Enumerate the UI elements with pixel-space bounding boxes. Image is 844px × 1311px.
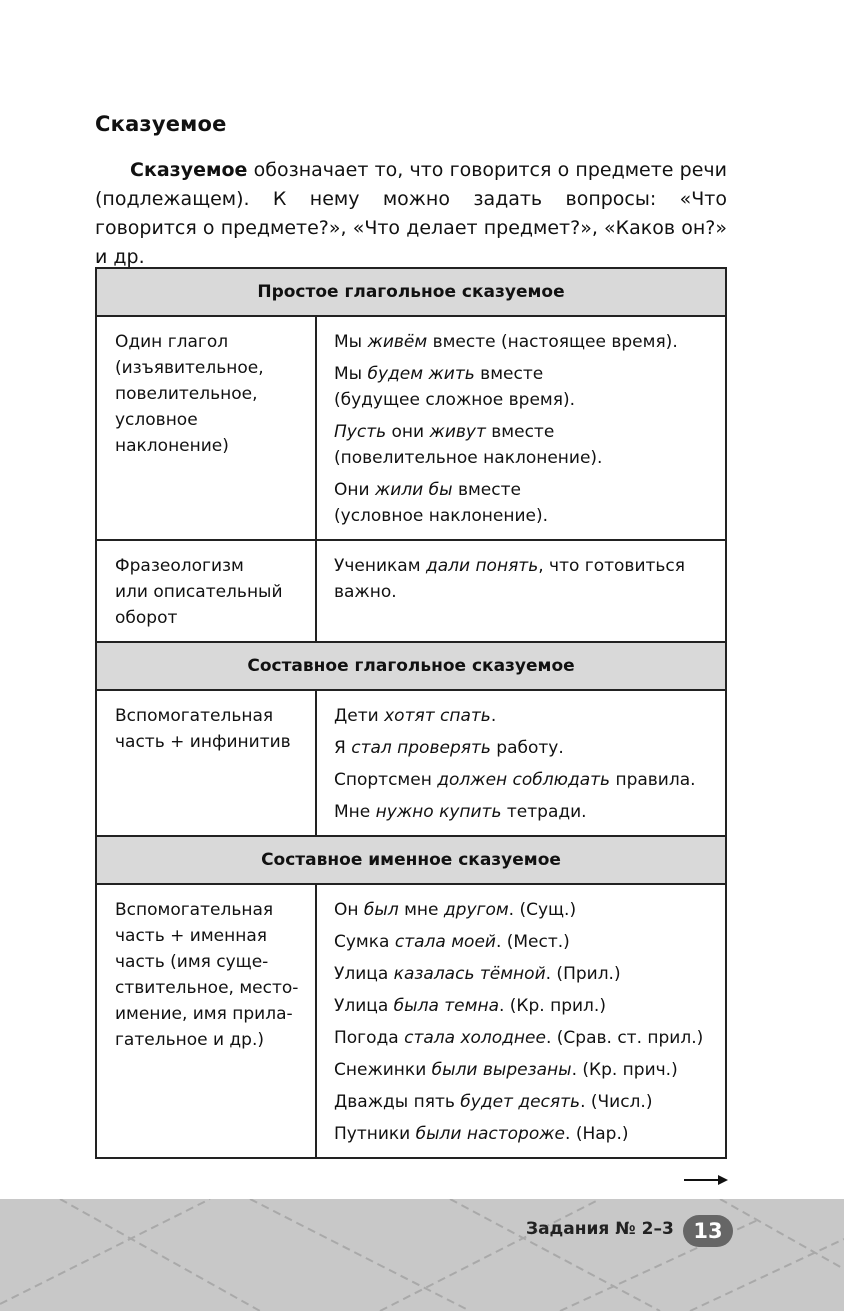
- example-text: Он: [334, 900, 364, 920]
- example-text: Снежинки: [334, 1060, 432, 1080]
- predicate-highlight: была темна: [393, 996, 499, 1016]
- example-sentence: [334, 703, 717, 729]
- predicate-highlight: был: [363, 900, 399, 920]
- predicate-highlight: стала моей: [394, 932, 496, 952]
- example-text: вместе (будущее сложное время).: [334, 364, 575, 410]
- example-text: . (Мест.): [495, 932, 570, 952]
- example-text: вместе (настоящее время).: [427, 332, 678, 352]
- example-sentence: [334, 897, 717, 923]
- example-text: Дважды пять: [334, 1092, 461, 1112]
- example-text: мне: [398, 900, 444, 920]
- example-text: Мы: [334, 364, 368, 384]
- example-text: Погода: [334, 1028, 405, 1048]
- intro-paragraph: [95, 156, 727, 272]
- type-description: Вспомогательная часть + именная часть (имя суще- ствительное, место- имение, имя прила- гательное и др.): [96, 884, 316, 1158]
- example-sentence: [334, 1057, 717, 1083]
- predicate-highlight: были настороже: [415, 1124, 566, 1144]
- example-sentence: [334, 1089, 717, 1115]
- example-sentence: [334, 329, 717, 355]
- example-text: .: [490, 706, 497, 726]
- predicate-highlight: будем жить: [367, 364, 475, 384]
- example-text: Спортсмен: [334, 770, 438, 790]
- example-sentence: [334, 929, 717, 955]
- example-sentence: [334, 799, 717, 825]
- example-text: Я: [334, 738, 352, 758]
- example-text: . (Кр. прил.): [498, 996, 606, 1016]
- predicate-types-table: [95, 267, 727, 1159]
- example-sentence: [334, 767, 717, 793]
- predicate-highlight: живут: [429, 422, 486, 442]
- example-sentence: [334, 477, 717, 529]
- predicate-highlight: жили бы: [374, 480, 453, 500]
- example-sentence: [334, 553, 717, 605]
- example-text: вместе (условное наклонение).: [334, 480, 549, 526]
- predicate-highlight: были вырезаны: [431, 1060, 572, 1080]
- example-text: Улица: [334, 996, 394, 1016]
- example-text: Ученикам: [334, 556, 426, 576]
- example-text: работу.: [490, 738, 564, 758]
- predicate-highlight: казалась тёмной: [393, 964, 546, 984]
- examples-cell: [316, 540, 726, 642]
- section-title: Простое глагольное сказуемое: [96, 268, 726, 316]
- section-header-row: [96, 268, 726, 316]
- table-row: [96, 884, 726, 1158]
- example-text: , что готовиться важно.: [334, 556, 685, 602]
- example-text: . (Сущ.): [508, 900, 577, 920]
- table-row: [96, 540, 726, 642]
- page-number-badge: 13: [683, 1215, 733, 1247]
- example-text: вместе (повелительное наклонение).: [334, 422, 603, 468]
- example-text: . (Числ.): [580, 1092, 653, 1112]
- tasks-label: Задания № 2–3: [526, 1219, 674, 1239]
- predicate-highlight: будет десять: [460, 1092, 581, 1112]
- example-sentence: [334, 961, 717, 987]
- example-text: Путники: [334, 1124, 416, 1144]
- footer-band: [0, 1199, 844, 1311]
- example-sentence: [334, 735, 717, 761]
- examples-cell: [316, 884, 726, 1158]
- section-title: Составное глагольное сказуемое: [96, 642, 726, 690]
- example-text: . (Нар.): [565, 1124, 629, 1144]
- predicate-highlight: другом: [443, 900, 509, 920]
- predicate-highlight: должен соблюдать: [437, 770, 611, 790]
- predicate-highlight: стал проверять: [351, 738, 491, 758]
- table-row: [96, 690, 726, 836]
- example-sentence: [334, 1121, 717, 1147]
- predicate-highlight: нужно купить: [375, 802, 502, 822]
- intro-text: обозначает то, что говорится о предмете речи (подлежащем). К нему можно задать вопросы: «Что говорится о предмете?», «Что делает предмет?», «Каков он?» и др.: [95, 159, 727, 268]
- example-text: . (Прил.): [545, 964, 621, 984]
- example-text: Сумка: [334, 932, 395, 952]
- arrow-right-icon: [684, 1172, 728, 1188]
- example-text: они: [386, 422, 430, 442]
- type-description: Вспомогательная часть + инфинитив: [96, 690, 316, 836]
- predicate-highlight: дали понять: [425, 556, 539, 576]
- section-heading: Сказуемое: [95, 112, 227, 136]
- example-text: Улица: [334, 964, 394, 984]
- section-title: Составное именное сказуемое: [96, 836, 726, 884]
- examples-cell: [316, 316, 726, 540]
- example-text: Они: [334, 480, 375, 500]
- example-sentence: [334, 1025, 717, 1051]
- example-sentence: [334, 993, 717, 1019]
- example-text: правила.: [610, 770, 696, 790]
- example-text: . (Срав. ст. прил.): [545, 1028, 704, 1048]
- section-header-row: [96, 642, 726, 690]
- section-header-row: [96, 836, 726, 884]
- predicate-highlight: хотят спать: [384, 706, 491, 726]
- predicate-highlight: стала холоднее: [404, 1028, 546, 1048]
- example-text: Мы: [334, 332, 368, 352]
- table-row: [96, 316, 726, 540]
- type-description: Фразеологизм или описательный оборот: [96, 540, 316, 642]
- example-text: . (Кр. прич.): [571, 1060, 678, 1080]
- type-description: Один глагол (изъявительное, повелительное, условное наклонение): [96, 316, 316, 540]
- example-text: Дети: [334, 706, 385, 726]
- predicate-highlight: Пусть: [334, 422, 387, 442]
- predicate-highlight: живём: [367, 332, 428, 352]
- intro-term: Сказуемое: [130, 159, 248, 181]
- example-sentence: [334, 419, 717, 471]
- example-text: тетради.: [501, 802, 587, 822]
- examples-cell: [316, 690, 726, 836]
- example-sentence: [334, 361, 717, 413]
- example-text: Мне: [334, 802, 376, 822]
